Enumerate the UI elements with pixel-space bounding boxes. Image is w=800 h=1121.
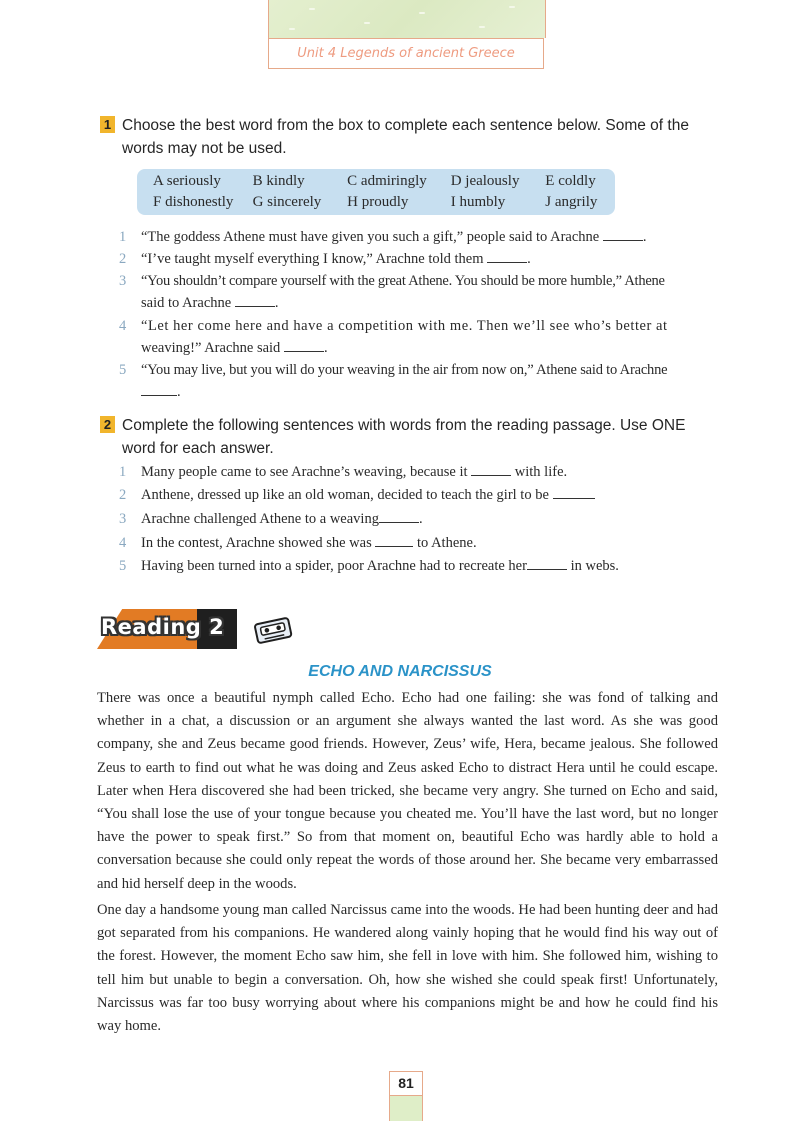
- word-option: C admiringly: [347, 173, 427, 189]
- exercise-1-item: 5 “You may live, but you will do your weaving in the air from now on,” Athene said to Arachne .: [119, 362, 668, 400]
- answer-blank[interactable]: [553, 484, 595, 499]
- reading-banner: [97, 609, 237, 649]
- exercise-2-item: 4 In the contest, Arachne showed she was to Athene.: [119, 532, 719, 554]
- word-option: B kindly: [252, 173, 305, 189]
- page-number: 81: [389, 1071, 423, 1096]
- word-option: I humbly: [450, 194, 506, 210]
- page-number-tab: [389, 1071, 423, 1121]
- header-banner: [268, 0, 546, 38]
- passage-title: ECHO AND NARCISSUS: [308, 663, 492, 680]
- word-option: G sincerely: [252, 194, 322, 210]
- passage-paragraph: One day a handsome young man called Narcissus came into the woods. He had been hunting deer and had got separated from his companions. He wandered along vainly hoping that he would find his way out of the forest. However, the moment Echo saw him, she fell in love with him. She followed him, wishing to tell him but unable to begin a conversation. Oh, how she wished she could speak first! Unfortunately, Narcissus was far too busy worrying about where his companions might be and how he could find his way home.: [97, 902, 718, 1035]
- word-option: A seriously: [153, 173, 221, 189]
- exercise-2-item: 3 Arachne challenged Athene to a weaving .: [119, 508, 719, 530]
- word-option: H proudly: [347, 194, 409, 210]
- exercise-1-number: 1: [100, 116, 115, 133]
- answer-blank[interactable]: [471, 461, 511, 476]
- exercise-2-item: 5 Having been turned into a spider, poor Arachne had to recreate her in webs.: [119, 555, 719, 577]
- answer-blank[interactable]: [375, 532, 413, 547]
- exercise-2-instruction: 2 Complete the following sentences with words from the reading passage. Use ONE word for each answer.: [100, 414, 720, 460]
- exercise-1-item: 3 “You shouldn’t compare yourself with the great Athene. You should be more humble,” Athene said to Arachne .: [119, 273, 665, 311]
- word-box-row: [153, 192, 615, 213]
- answer-blank[interactable]: [141, 381, 177, 396]
- word-box-row: [153, 171, 615, 192]
- word-option: E coldly: [545, 173, 596, 189]
- answer-blank[interactable]: [603, 226, 643, 241]
- word-option: J angrily: [545, 194, 598, 210]
- cassette-icon[interactable]: [253, 616, 293, 644]
- word-option: F dishonestly: [153, 194, 234, 210]
- exercise-2-number: 2: [100, 416, 115, 433]
- answer-blank[interactable]: [235, 292, 275, 307]
- reading-label: Reading 2: [101, 615, 225, 639]
- exercise-2-item: 1 Many people came to see Arachne’s weaving, because it with life.: [119, 461, 719, 483]
- exercise-1-item: 1 “The goddess Athene must have given you such a gift,” people said to Arachne .: [119, 226, 719, 248]
- exercise-1-instruction: 1 Choose the best word from the box to complete each sentence below. Some of the words may not be used.: [100, 114, 720, 160]
- exercise-1-item: 4 “Let her come here and have a competition with me. Then we’ll see who’s better at weaving!” Arachne said .: [119, 318, 668, 356]
- unit-title: Unit 4 Legends of ancient Greece: [268, 38, 544, 69]
- answer-blank[interactable]: [487, 248, 527, 263]
- word-option: D jealously: [450, 173, 520, 189]
- answer-blank[interactable]: [379, 508, 419, 523]
- exercise-1-item: 2 “I’ve taught myself everything I know,” Arachne told them .: [119, 248, 719, 270]
- exercise-2-item: 2 Anthene, dressed up like an old woman, decided to teach the girl to be: [119, 484, 719, 506]
- answer-blank[interactable]: [284, 337, 324, 352]
- passage-paragraph: There was once a beautiful nymph called Echo. Echo had one failing: she was fond of talking and whether in a chat, a discussion or an argument she always wanted the last word. As she was good company, she and Zeus became good friends. However, Zeus’ wife, Hera, became jealous. She followed Zeus to earth to find out what he was doing and Zeus asked Echo to distract Hera until he could escape. Later when Hera discovered she had been tricked, she became very angry. She turned on Echo and said, “You shall lose the use of your tongue because you cheated me. You’ll have the last word, but no longer have the power to speak first.” So from that moment on, beautiful Echo was hardly able to hold a conversation because she could only repeat the words of those around her. She became very embarrassed and hid herself deep in the woods.: [97, 690, 718, 892]
- answer-blank[interactable]: [527, 555, 567, 570]
- word-box: [137, 169, 615, 215]
